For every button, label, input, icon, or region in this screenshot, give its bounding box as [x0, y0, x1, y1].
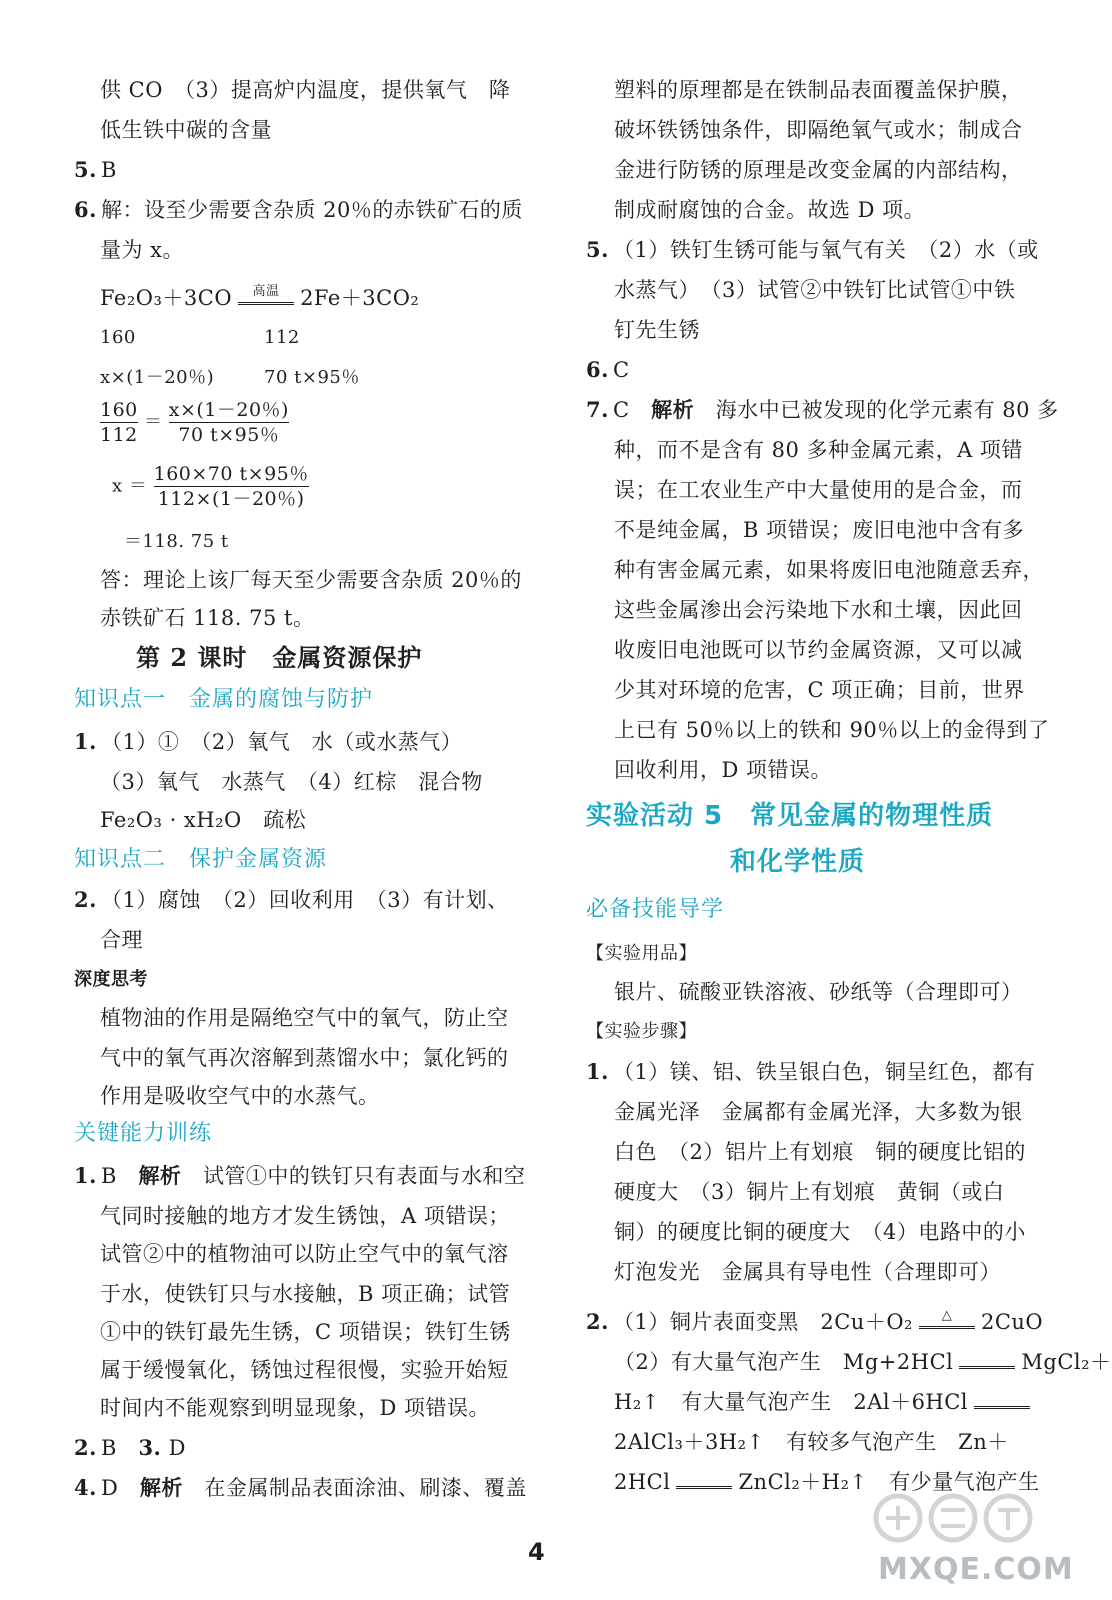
question-number: 3.: [138, 1435, 162, 1460]
ratio-equation: $\frac{160}{112}$ ＝ $\frac{x\times(1-20\%)}{70 t\times 95\%}$: [100, 399, 289, 446]
equation-products: 2Fe＋3CO₂: [300, 286, 420, 310]
analysis-label: 解析: [651, 397, 695, 422]
text-line: H₂↑ 有大量气泡产生 2Al＋6HCl: [614, 1388, 1036, 1416]
text-line: 金属光泽 金属都有金属光泽，大多数为银: [614, 1100, 1023, 1124]
text-line: 2HCl ZnCl₂＋H₂↑ 有少量气泡产生: [614, 1470, 1040, 1494]
section-heading: 知识点二 保护金属资源: [74, 847, 328, 872]
molar-mass-left: 160: [100, 327, 136, 348]
lesson-title: 第 2 课时 金属资源保护: [136, 643, 423, 672]
text-line: 不是纯金属，B 项错误；废旧电池中含有多: [614, 518, 1025, 542]
text-line: 钉先生锈: [614, 318, 700, 342]
answer-text: 试管①中的铁钉只有表面与水和空: [202, 1164, 526, 1188]
equals-arrow: [676, 1478, 732, 1489]
text-line: 属于缓慢氧化，锈蚀过程很慢，实验开始短: [100, 1358, 509, 1382]
section-heading: 必备技能导学: [586, 897, 725, 922]
fraction: $\frac{x\times(1-20\%)}{70 t\times 95\%}$: [168, 399, 289, 446]
bracket-heading: 【实验步骤】: [586, 1021, 697, 1042]
equals-arrow: [919, 1308, 975, 1329]
text-line: 于水，使铁钉只与水接触，B 项正确；试管: [100, 1282, 511, 1306]
text-line: 少其对环境的危害，C 项正确；目前，世界: [614, 678, 1025, 702]
section-heading: 关键能力训练: [74, 1121, 213, 1146]
answer-value: B: [101, 158, 117, 182]
equals-arrow: [238, 284, 294, 305]
mass-right: 70 t×95％: [264, 367, 360, 388]
step-2: 2. （1）铜片表面变黑 2Cu＋O₂ △ 2CuO: [586, 1308, 1043, 1336]
answer-text: （1）腐蚀 （2）回收利用 （3）有计划、: [101, 888, 509, 912]
text-line: 合理: [100, 928, 143, 952]
text-line: 银片、硫酸亚铁溶液、砂纸等（合理即可）: [614, 980, 1023, 1004]
answer-4: 4. D 解析 在金属制品表面涂油、刷漆、覆盖: [74, 1475, 527, 1500]
text-line: 塑料的原理都是在铁制品表面覆盖保护膜，: [614, 78, 1023, 102]
reaction-condition: 高温: [252, 284, 280, 299]
answer-value: C: [613, 358, 630, 382]
analysis-label: 解析: [139, 1475, 183, 1500]
answer-text: 解：设至少需要含杂质 20％的赤铁矿石的质: [101, 198, 523, 222]
answer-2-3: 2. B 3. D: [74, 1435, 186, 1460]
text-line: 低生铁中碳的含量: [100, 118, 272, 142]
deep-thinking-heading: 深度思考: [74, 969, 148, 990]
answer-value: C: [613, 398, 630, 422]
chemical-equation: [100, 284, 419, 312]
text-line: 回收利用，D 项错误。: [614, 758, 833, 782]
page-number: 4: [528, 1538, 545, 1566]
text-line: 供 CO （3）提高炉内温度，提供氧气 降: [100, 78, 511, 102]
answer-text: （1）铁钉生锈可能与氧气有关 （2）水（或: [613, 238, 1039, 262]
fraction: $\frac{160}{112}$: [100, 399, 138, 446]
answer-1: 1. （1）① （2）氧气 水（或水蒸气）: [74, 729, 463, 754]
equals-arrow: [974, 1398, 1030, 1409]
text-line: 灯泡发光 金属具有导电性（合理即可）: [614, 1260, 1001, 1284]
text-line: 气中的氧气再次溶解到蒸馏水中；氯化钙的: [100, 1046, 509, 1070]
step-text: （1）镁、铝、铁呈银白色，铜呈红色，都有: [613, 1060, 1036, 1084]
equation-reactants: Fe₂O₃＋3CO: [100, 286, 233, 310]
answer-text: 海水中已被发现的化学元素有 80 多: [715, 398, 1059, 422]
text-line: 水蒸气） （3）试管②中铁钉比试管①中铁: [614, 278, 1016, 302]
text-line: 误；在工农业生产中大量使用的是合金，而: [614, 478, 1023, 502]
text-line: 金进行防锈的原理是改变金属的内部结构，: [614, 158, 1023, 182]
text-line: 气同时接触的地方才发生锈蚀，A 项错误；: [100, 1204, 510, 1228]
text-line: 铜）的硬度比铜的硬度大 （4）电路中的小: [614, 1220, 1026, 1244]
text-line: 作用是吸收空气中的水蒸气。: [100, 1084, 380, 1108]
answer-value: D: [101, 1476, 119, 1500]
text-line: 答：理论上该厂每天至少需要含杂质 20％的: [100, 568, 522, 592]
answer-5: 5. B: [74, 157, 117, 182]
step-text: （1）铜片表面变黑 2Cu＋O₂: [613, 1310, 913, 1334]
text-line: 破坏铁锈蚀条件，即隔绝氧气或水；制成合: [614, 118, 1023, 142]
answer-value: B: [101, 1436, 139, 1460]
watermark-text: MXQE.COM: [878, 1552, 1074, 1587]
answer-6: 6. 解：设至少需要含杂质 20％的赤铁矿石的质: [74, 197, 523, 222]
text-line: 试管②中的植物油可以防止空气中的氧气溶: [100, 1242, 509, 1266]
text-line: ①中的铁钉最先生锈，C 项错误；铁钉生锈: [100, 1320, 511, 1344]
text-line: （3）氧气 水蒸气 （4）红棕 混合物: [100, 770, 483, 794]
answer-2: 2. （1）腐蚀 （2）回收利用 （3）有计划、: [74, 887, 509, 912]
text-line: 2AlCl₃＋3H₂↑ 有较多气泡产生 Zn＋: [614, 1430, 1009, 1454]
experiment-title-cont: 和化学性质: [730, 847, 866, 877]
solve-lhs: x ＝: [112, 475, 148, 497]
solve-equation: [112, 462, 309, 511]
text-line: 这些金属渗出会污染地下水和土壤，因此回: [614, 598, 1023, 622]
answer-5: 5. （1）铁钉生锈可能与氧气有关 （2）水（或: [586, 237, 1039, 262]
text-line: 种，而不是含有 80 多种金属元素，A 项错: [614, 438, 1023, 462]
answer-value: B: [101, 1164, 117, 1188]
text-line: 制成耐腐蚀的合金。故选 D 项。: [614, 198, 926, 222]
molar-mass-right: 112: [264, 327, 300, 348]
text-line: 时间内不能观察到明显现象，D 项错误。: [100, 1396, 491, 1420]
solve-result: ＝118. 75 t: [124, 531, 229, 552]
text-line: 硬度大 （3）铜片上有划痕 黄铜（或白: [614, 1180, 1005, 1204]
answer-value: D: [168, 1436, 186, 1460]
text-line: 量为 x。: [100, 238, 185, 262]
answer-1: 1. B 解析 试管①中的铁钉只有表面与水和空: [74, 1163, 526, 1188]
text-line: 植物油的作用是隔绝空气中的氧气，防止空: [100, 1006, 509, 1030]
equation-products: 2CuO: [980, 1310, 1044, 1334]
analysis-label: 解析: [138, 1163, 182, 1188]
text-line: （2）有大量气泡产生 Mg+2HCl MgCl₂＋: [614, 1350, 1112, 1374]
section-heading: 知识点一 金属的腐蚀与防护: [74, 687, 374, 712]
bracket-heading: 【实验用品】: [586, 943, 697, 964]
experiment-title: 实验活动 5 常见金属的物理性质: [586, 801, 994, 831]
text-line: 赤铁矿石 118. 75 t。: [100, 606, 315, 630]
text-line: 白色 （2）铝片上有划痕 铜的硬度比铝的: [614, 1140, 1026, 1164]
text-line: Fe₂O₃ · xH₂O 疏松: [100, 808, 307, 832]
step-1: 1. （1）镁、铝、铁呈银白色，铜呈红色，都有: [586, 1059, 1036, 1084]
reaction-condition: △: [941, 1308, 953, 1323]
text-line: 收废旧电池既可以节约金属资源，又可以减: [614, 638, 1023, 662]
answer-6: 6. C: [586, 357, 630, 382]
text-line: 种有害金属元素，如果将废旧电池随意丢弃，: [614, 558, 1044, 582]
answer-7: 7. C 解析 海水中已被发现的化学元素有 80 多: [586, 397, 1059, 422]
fraction: $\frac{160\times 70 t\times 95\%}{112\times(1-20\%)}$: [153, 463, 309, 510]
text-line: 上已有 50％以上的铁和 90％以上的金得到了: [614, 718, 1050, 742]
mass-left: x×(1－20％): [100, 367, 215, 388]
equals-arrow: [959, 1358, 1015, 1369]
answer-text: 在金属制品表面涂油、刷漆、覆盖: [204, 1476, 527, 1500]
answer-text: （1）① （2）氧气 水（或水蒸气）: [101, 730, 463, 754]
